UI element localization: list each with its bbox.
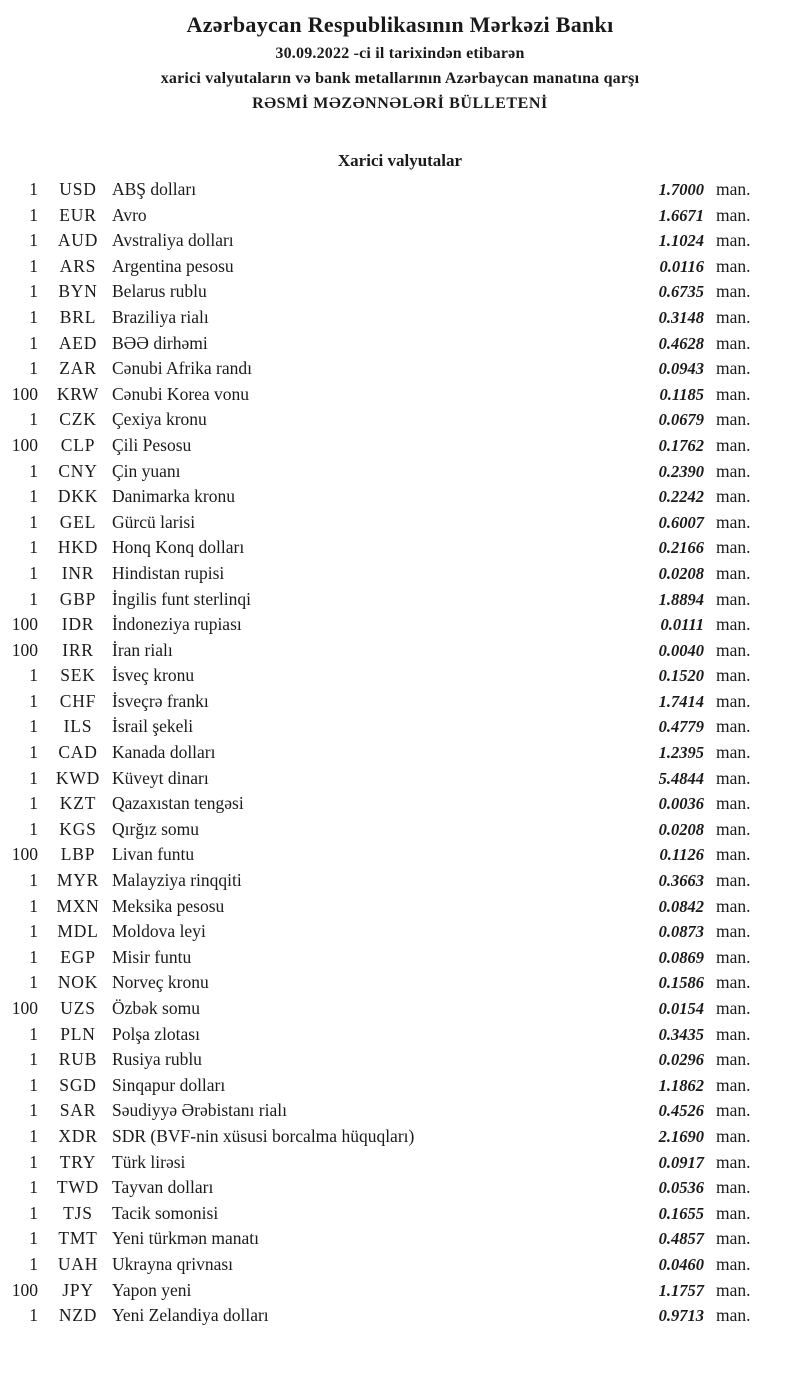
row-unit-label: man. <box>716 562 751 583</box>
row-currency-code: NZD <box>58 1305 98 1326</box>
row-unit-label: man. <box>716 486 751 507</box>
row-rate-value: 0.0111 <box>660 615 704 635</box>
row-rate-value: 1.1024 <box>658 231 704 251</box>
rate-row <box>0 998 800 1024</box>
row-unit-label: man. <box>716 946 751 967</box>
row-quantity: 1 <box>29 921 38 942</box>
row-rate-value: 1.7414 <box>658 691 704 711</box>
rate-row <box>0 691 800 717</box>
row-unit-label: man. <box>716 1305 751 1326</box>
row-currency-name: Türk lirəsi <box>112 1151 186 1172</box>
row-quantity: 1 <box>29 358 38 379</box>
row-quantity: 1 <box>29 537 38 558</box>
row-unit-label: man. <box>716 1049 751 1070</box>
row-currency-name: Hindistan rupisi <box>112 562 225 583</box>
row-quantity: 1 <box>29 255 38 276</box>
row-quantity: 1 <box>29 460 38 481</box>
row-quantity: 1 <box>29 486 38 507</box>
row-rate-value: 0.1185 <box>659 384 704 404</box>
row-rate-value: 0.0873 <box>658 922 704 942</box>
row-unit-label: man. <box>716 1177 751 1198</box>
row-currency-code: KWD <box>55 767 101 788</box>
rate-row <box>0 1177 800 1203</box>
row-currency-code: GEL <box>59 511 97 532</box>
bank-title: Azərbaycan Respublikasının Mərkəzi Bankı <box>186 12 614 37</box>
rate-row <box>0 307 800 333</box>
row-unit-label: man. <box>716 511 751 532</box>
row-quantity: 1 <box>29 306 38 327</box>
row-quantity: 1 <box>29 895 38 916</box>
rate-row <box>0 179 800 205</box>
row-currency-name: Yeni türkmən manatı <box>112 1228 259 1249</box>
row-rate-value: 0.0460 <box>658 1254 704 1274</box>
rate-row <box>0 640 800 666</box>
row-quantity: 1 <box>29 742 38 763</box>
row-currency-code: EUR <box>59 204 97 225</box>
row-unit-label: man. <box>716 639 751 660</box>
row-quantity: 100 <box>11 639 38 660</box>
rate-row <box>0 435 800 461</box>
row-unit-label: man. <box>716 230 751 251</box>
row-quantity: 1 <box>29 690 38 711</box>
rate-row <box>0 947 800 973</box>
row-currency-code: TWD <box>56 1177 100 1198</box>
row-currency-code: USD <box>59 179 97 199</box>
row-currency-name: Moldova leyi <box>112 921 206 942</box>
row-currency-code: RUB <box>58 1049 98 1070</box>
row-quantity: 1 <box>29 230 38 251</box>
row-currency-name: İsveç kronu <box>112 665 195 686</box>
row-currency-code: HKD <box>57 537 99 558</box>
row-currency-name: İsveçrə frankı <box>112 690 209 711</box>
row-unit-label: man. <box>716 1074 751 1095</box>
row-quantity: 100 <box>11 434 38 455</box>
rate-row <box>0 205 800 231</box>
rate-row <box>0 486 800 512</box>
rate-row <box>0 358 800 384</box>
row-rate-value: 1.7000 <box>658 180 704 199</box>
row-unit-label: man. <box>716 281 751 302</box>
row-currency-code: NOK <box>57 972 99 993</box>
row-quantity: 100 <box>11 844 38 865</box>
row-rate-value: 0.0296 <box>658 1050 704 1070</box>
row-currency-code: SEK <box>60 665 96 686</box>
row-rate-value: 0.9713 <box>658 1306 704 1326</box>
row-quantity: 1 <box>29 946 38 967</box>
row-rate-value: 0.1655 <box>658 1203 704 1223</box>
row-currency-code: TMT <box>58 1228 98 1249</box>
rate-row <box>0 1075 800 1101</box>
row-unit-label: man. <box>716 255 751 276</box>
row-quantity: 1 <box>29 1074 38 1095</box>
row-rate-value: 0.0943 <box>658 359 704 379</box>
row-quantity: 100 <box>11 998 38 1018</box>
row-quantity: 1 <box>29 1202 38 1223</box>
row-currency-code: CZK <box>59 409 97 430</box>
row-currency-code: JPY <box>62 1279 94 1300</box>
row-currency-code: KGS <box>59 818 97 839</box>
rate-row <box>0 409 800 435</box>
row-rate-value: 0.3663 <box>658 871 704 891</box>
rate-row <box>0 793 800 819</box>
row-currency-code: UAH <box>57 1253 99 1274</box>
row-currency-name: Ukrayna qrivnası <box>112 1253 234 1274</box>
rate-row <box>0 589 800 615</box>
row-quantity: 1 <box>29 1049 38 1070</box>
row-rate-value: 5.4844 <box>658 768 704 788</box>
row-rate-value: 0.4857 <box>658 1229 704 1249</box>
row-quantity: 1 <box>29 1125 38 1146</box>
row-currency-code: LBP <box>60 844 96 865</box>
row-unit-label: man. <box>716 665 751 686</box>
rate-row <box>0 230 800 256</box>
row-currency-code: CHF <box>59 690 97 711</box>
rate-row <box>0 844 800 870</box>
row-currency-name: ABŞ dolları <box>112 179 197 199</box>
rate-row <box>0 768 800 794</box>
row-unit-label: man. <box>716 818 751 839</box>
row-quantity: 1 <box>29 562 38 583</box>
row-quantity: 1 <box>29 409 38 430</box>
row-unit-label: man. <box>716 460 751 481</box>
row-quantity: 1 <box>29 1305 38 1326</box>
row-currency-code: XDR <box>58 1125 98 1146</box>
row-currency-code: ZAR <box>59 358 97 379</box>
row-currency-name: Küveyt dinarı <box>112 767 209 788</box>
row-currency-name: Livan funtu <box>112 844 195 865</box>
row-currency-code: UZS <box>60 998 96 1018</box>
row-currency-name: Çexiya kronu <box>112 409 207 430</box>
bulletin-title-line: RƏSMİ MƏZƏNNƏLƏRİ BÜLLETENİ <box>252 95 548 112</box>
row-unit-label: man. <box>716 1202 751 1223</box>
row-currency-name: Misir funtu <box>112 946 192 967</box>
row-unit-label: man. <box>716 844 751 865</box>
row-currency-code: MXN <box>56 895 100 916</box>
row-currency-name: İsrail şekeli <box>112 716 194 737</box>
row-currency-name: İndoneziya rupiası <box>112 614 242 635</box>
row-rate-value: 2.1690 <box>658 1126 704 1146</box>
row-quantity: 1 <box>29 511 38 532</box>
row-currency-code: MYR <box>56 870 100 891</box>
row-rate-value: 1.8894 <box>658 589 704 609</box>
row-rate-value: 0.1126 <box>659 845 704 865</box>
row-quantity: 1 <box>29 1100 38 1121</box>
row-rate-value: 0.0036 <box>658 794 704 814</box>
row-quantity: 1 <box>29 1151 38 1172</box>
row-rate-value: 0.1586 <box>658 973 704 993</box>
row-unit-label: man. <box>716 716 751 737</box>
row-currency-code: AED <box>58 332 98 353</box>
row-unit-label: man. <box>716 742 751 763</box>
row-unit-label: man. <box>716 1151 751 1172</box>
rate-row <box>0 1100 800 1126</box>
row-currency-name: BƏƏ dirhəmi <box>112 332 208 353</box>
row-currency-code: BYN <box>58 281 98 302</box>
row-currency-code: SGD <box>59 1074 97 1095</box>
row-rate-value: 1.6671 <box>658 205 704 225</box>
row-rate-value: 0.4779 <box>658 717 704 737</box>
rate-row <box>0 1280 800 1306</box>
row-unit-label: man. <box>716 1228 751 1249</box>
row-quantity: 100 <box>11 614 38 635</box>
row-unit-label: man. <box>716 767 751 788</box>
row-currency-code: KRW <box>56 383 100 404</box>
row-currency-code: IDR <box>61 614 95 635</box>
row-currency-code: IRR <box>62 639 94 660</box>
row-quantity: 1 <box>29 204 38 225</box>
row-currency-name: Danimarka kronu <box>112 486 235 507</box>
rate-row <box>0 819 800 845</box>
row-currency-code: SAR <box>59 1100 97 1121</box>
row-unit-label: man. <box>716 870 751 891</box>
row-currency-name: Malayziya rinqqiti <box>112 870 242 891</box>
row-quantity: 1 <box>29 332 38 353</box>
row-unit-label: man. <box>716 690 751 711</box>
row-currency-code: PLN <box>60 1023 96 1044</box>
row-rate-value: 0.4628 <box>658 333 704 353</box>
row-currency-name: Honq Konq dolları <box>112 537 245 558</box>
row-unit-label: man. <box>716 1023 751 1044</box>
rate-row <box>0 1254 800 1280</box>
row-unit-label: man. <box>716 332 751 353</box>
row-unit-label: man. <box>716 358 751 379</box>
row-quantity: 1 <box>29 1177 38 1198</box>
row-quantity: 100 <box>11 383 38 404</box>
row-currency-name: Tayvan dolları <box>112 1177 214 1198</box>
row-unit-label: man. <box>716 1125 751 1146</box>
row-quantity: 1 <box>29 767 38 788</box>
row-quantity: 1 <box>29 665 38 686</box>
row-currency-name: Rusiya rublu <box>112 1049 202 1070</box>
row-quantity: 1 <box>29 281 38 302</box>
row-unit-label: man. <box>716 1100 751 1121</box>
row-rate-value: 0.3148 <box>658 307 704 327</box>
row-currency-code: ILS <box>63 716 93 737</box>
rate-row <box>0 972 800 998</box>
row-quantity: 1 <box>29 972 38 993</box>
rate-row <box>0 1152 800 1178</box>
rate-row <box>0 742 800 768</box>
rate-row <box>0 1049 800 1075</box>
row-rate-value: 0.1762 <box>658 435 704 455</box>
row-currency-code: ARS <box>59 255 97 276</box>
row-currency-name: Avro <box>112 204 147 225</box>
row-unit-label: man. <box>716 383 751 404</box>
row-currency-name: Cənubi Korea vonu <box>112 383 250 404</box>
row-quantity: 1 <box>29 1228 38 1249</box>
row-currency-name: Kanada dolları <box>112 742 216 763</box>
row-rate-value: 0.1520 <box>658 666 704 686</box>
row-rate-value: 0.0116 <box>659 256 704 276</box>
scope-line: xarici valyutaların və bank metallarının Azərbaycan manatına qarşı <box>160 70 640 87</box>
row-rate-value: 0.0208 <box>658 563 704 583</box>
row-currency-name: Cənubi Afrika randı <box>112 358 252 379</box>
row-quantity: 1 <box>29 1023 38 1044</box>
row-currency-name: Səudiyyə Ərəbistanı rialı <box>112 1100 287 1121</box>
row-unit-label: man. <box>716 1279 751 1300</box>
row-unit-label: man. <box>716 895 751 916</box>
row-unit-label: man. <box>716 972 751 993</box>
row-unit-label: man. <box>716 434 751 455</box>
row-rate-value: 0.0842 <box>658 896 704 916</box>
rate-row <box>0 461 800 487</box>
row-quantity: 1 <box>29 1253 38 1274</box>
row-currency-code: TJS <box>63 1202 93 1223</box>
row-unit-label: man. <box>716 537 751 558</box>
row-currency-code: KZT <box>59 793 97 814</box>
rate-row <box>0 256 800 282</box>
row-rate-value: 1.2395 <box>658 743 704 763</box>
row-currency-name: Polşa zlotası <box>112 1023 200 1044</box>
row-unit-label: man. <box>716 921 751 942</box>
row-currency-name: Avstraliya dolları <box>112 230 234 251</box>
row-rate-value: 0.6735 <box>658 282 704 302</box>
row-quantity: 1 <box>29 870 38 891</box>
rate-row <box>0 281 800 307</box>
row-unit-label: man. <box>716 409 751 430</box>
row-unit-label: man. <box>716 1253 751 1274</box>
row-rate-value: 0.0208 <box>658 819 704 839</box>
rate-row <box>0 512 800 538</box>
row-rate-value: 0.0536 <box>658 1178 704 1198</box>
row-unit-label: man. <box>716 998 751 1018</box>
row-currency-code: TRY <box>59 1151 97 1172</box>
row-unit-label: man. <box>716 179 751 199</box>
rate-row <box>0 1024 800 1050</box>
row-currency-name: Qırğız somu <box>112 818 200 839</box>
row-currency-name: Özbək somu <box>112 998 200 1018</box>
row-rate-value: 0.0679 <box>658 410 704 430</box>
row-rate-value: 0.2390 <box>658 461 704 481</box>
row-unit-label: man. <box>716 614 751 635</box>
row-currency-name: Sinqapur dolları <box>112 1074 226 1095</box>
row-currency-name: İran rialı <box>112 639 173 660</box>
row-currency-name: SDR (BVF-nin xüsusi borcalma hüquqları) <box>112 1125 415 1146</box>
row-currency-code: INR <box>61 562 95 583</box>
row-currency-name: Belarus rublu <box>112 281 207 302</box>
row-currency-code: BRL <box>59 306 97 327</box>
row-currency-name: Tacik somonisi <box>112 1202 219 1223</box>
row-currency-name: Norveç kronu <box>112 972 209 993</box>
section-title-foreign-currencies: Xarici valyutalar <box>337 151 463 170</box>
row-currency-name: Yeni Zelandiya dolları <box>112 1305 269 1326</box>
row-quantity: 1 <box>29 818 38 839</box>
row-quantity: 100 <box>11 1279 38 1300</box>
row-rate-value: 0.2166 <box>658 538 704 558</box>
row-unit-label: man. <box>716 204 751 225</box>
rate-row <box>0 716 800 742</box>
rate-row <box>0 537 800 563</box>
row-currency-code: CLP <box>60 434 96 455</box>
row-unit-label: man. <box>716 588 751 609</box>
row-currency-name: Çili Pesosu <box>112 434 192 455</box>
row-rate-value: 0.4526 <box>658 1101 704 1121</box>
effective-date-line: 30.09.2022 -ci il tarixindən etibarən <box>275 45 525 62</box>
row-rate-value: 0.6007 <box>658 512 704 532</box>
row-unit-label: man. <box>716 306 751 327</box>
row-rate-value: 1.1862 <box>658 1075 704 1095</box>
row-currency-name: Meksika pesosu <box>112 895 225 916</box>
row-currency-code: EGP <box>60 946 96 967</box>
rate-row <box>0 896 800 922</box>
row-unit-label: man. <box>716 793 751 814</box>
rate-row <box>0 1305 800 1331</box>
row-rate-value: 1.1757 <box>658 1280 704 1300</box>
rate-row <box>0 1126 800 1152</box>
row-quantity: 1 <box>29 179 38 199</box>
rate-row <box>0 665 800 691</box>
row-currency-name: İngilis funt sterlinqi <box>112 588 252 609</box>
row-quantity: 1 <box>29 716 38 737</box>
row-currency-name: Qazaxıstan tengəsi <box>112 793 244 814</box>
row-currency-code: MDL <box>57 921 99 942</box>
row-currency-code: CNY <box>58 460 98 481</box>
rate-row <box>0 921 800 947</box>
rate-row <box>0 870 800 896</box>
row-rate-value: 0.3435 <box>658 1024 704 1044</box>
row-currency-code: AUD <box>57 230 99 251</box>
row-currency-name: Çin yuanı <box>112 460 181 481</box>
row-quantity: 1 <box>29 793 38 814</box>
rate-row <box>0 384 800 410</box>
row-rate-value: 0.2242 <box>658 487 704 507</box>
row-rate-value: 0.0917 <box>658 1152 704 1172</box>
row-rate-value: 0.0040 <box>658 640 704 660</box>
row-currency-code: CAD <box>58 742 98 763</box>
row-currency-name: Braziliya rialı <box>112 306 209 327</box>
row-quantity: 1 <box>29 588 38 609</box>
row-currency-name: Argentina pesosu <box>112 255 234 276</box>
row-currency-name: Gürcü larisi <box>112 511 196 532</box>
rate-row <box>0 614 800 640</box>
row-rate-value: 0.0869 <box>658 947 704 967</box>
rate-row <box>0 1228 800 1254</box>
row-currency-code: GBP <box>59 588 97 609</box>
rate-row <box>0 1203 800 1229</box>
rates-table <box>0 179 800 1331</box>
row-rate-value: 0.0154 <box>658 999 704 1018</box>
row-currency-code: DKK <box>57 486 99 507</box>
rate-row <box>0 563 800 589</box>
bulletin-header <box>0 0 800 113</box>
rate-row <box>0 333 800 359</box>
row-currency-name: Yapon yeni <box>112 1279 192 1300</box>
